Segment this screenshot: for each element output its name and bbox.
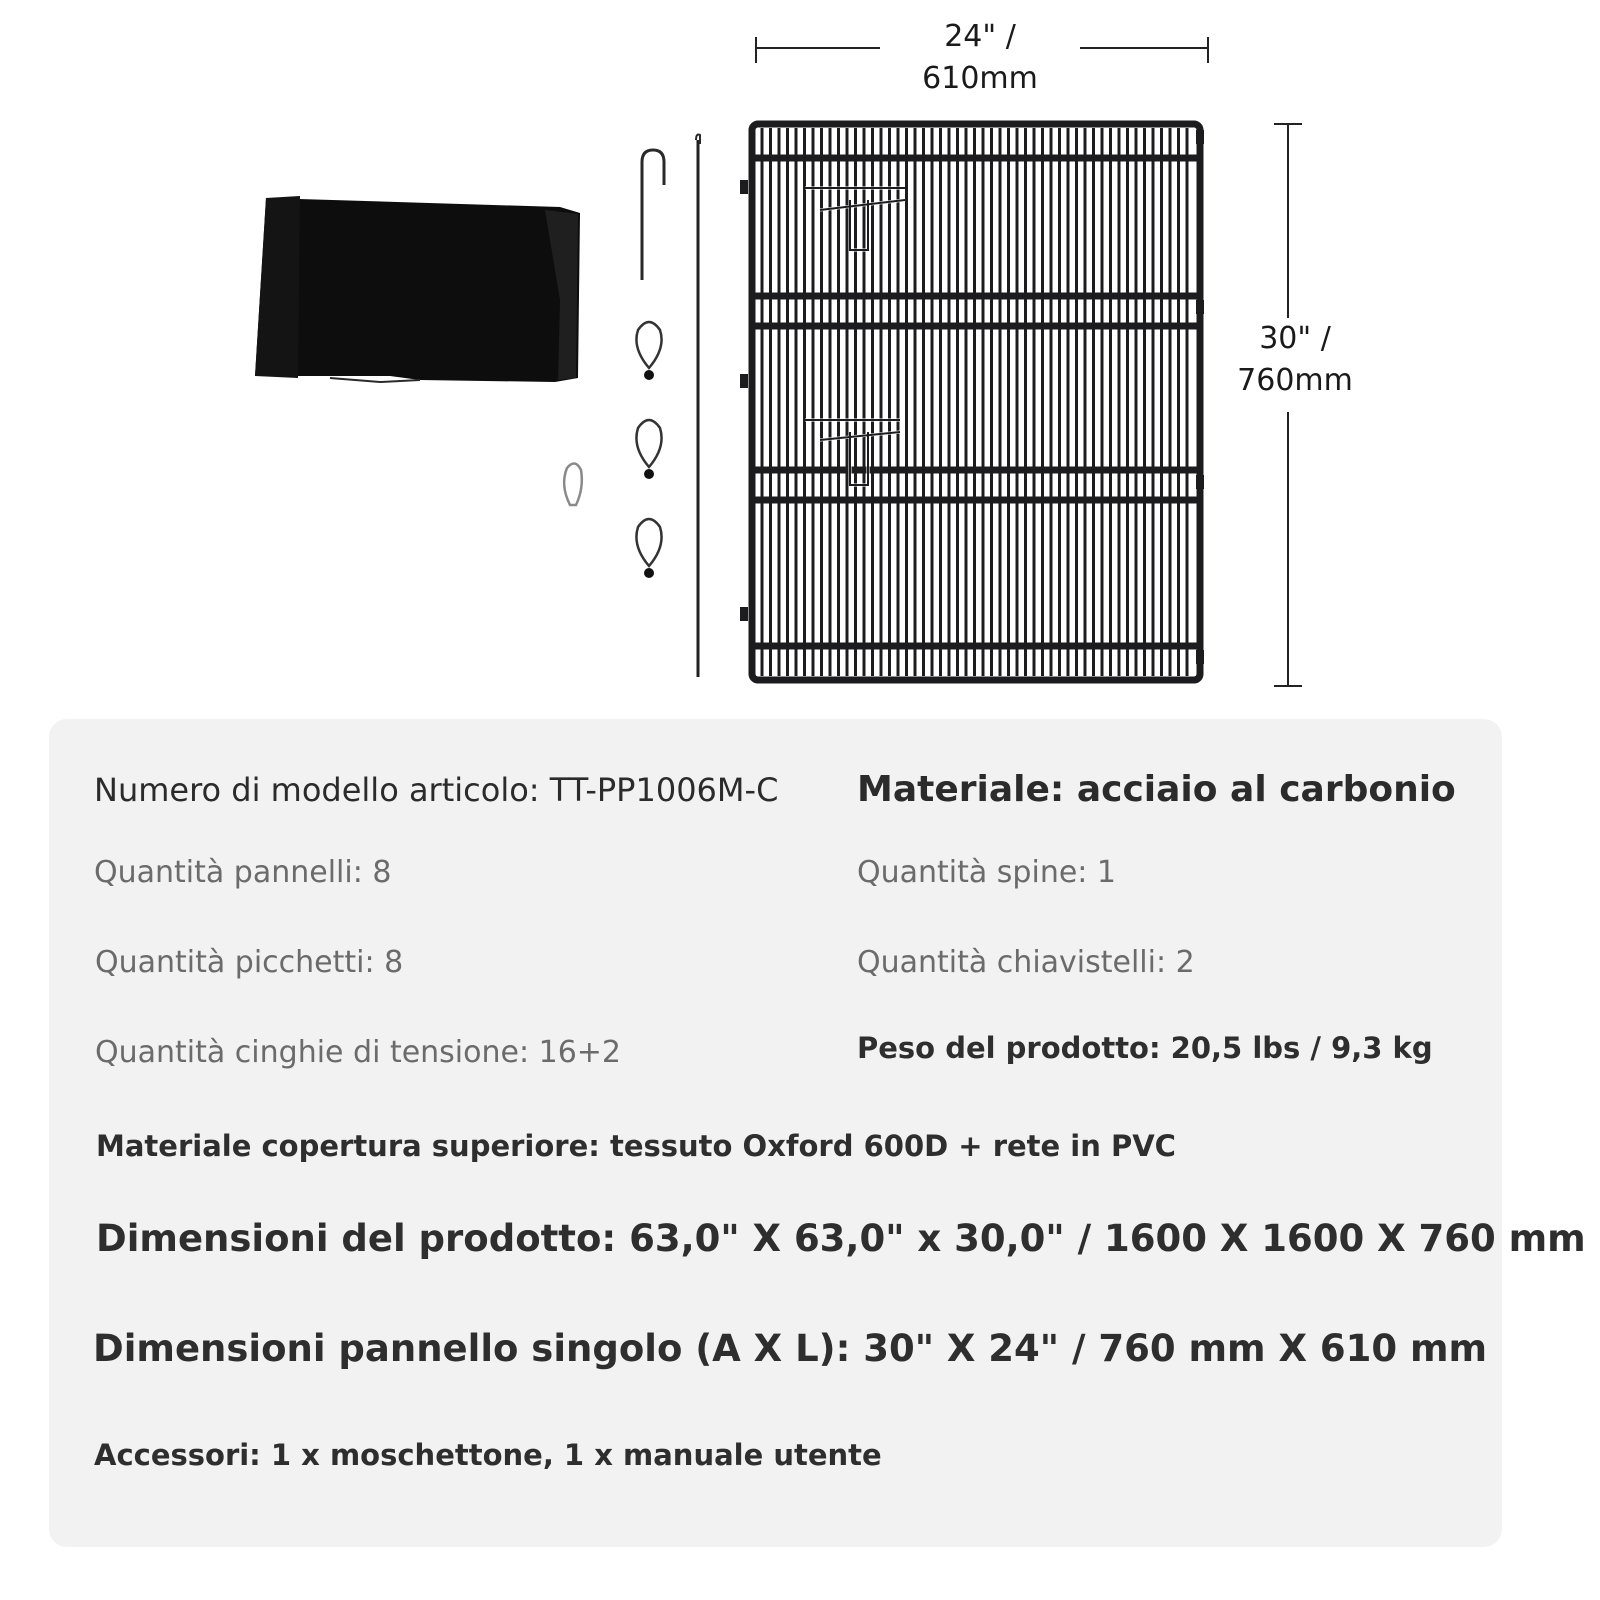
- spec-panel-quantity: Quantità pannelli: 8: [94, 855, 392, 890]
- spec-pin-quantity: Quantità spine: 1: [857, 855, 1117, 890]
- width-label-line1: 24" /: [944, 19, 1016, 54]
- spec-panel-dimensions: Dimensioni pannello singolo (A X L): 30" X 24" / 760 mm X 610 mm: [93, 1327, 1488, 1370]
- carabiner-icon: [564, 463, 582, 505]
- spec-accessories: Accessori: 1 x moschettone, 1 x manuale utente: [94, 1438, 882, 1472]
- tension-strap-icon: [636, 420, 661, 479]
- playpen-panel-image: [740, 124, 1204, 680]
- spec-stake-quantity: Quantità picchetti: 8: [95, 945, 404, 980]
- cover-fabric-image: [255, 196, 580, 382]
- height-dimension-line: [1274, 124, 1302, 686]
- pin-rod-icon: [696, 135, 700, 677]
- tension-strap-icon: [636, 519, 661, 578]
- spec-product-weight: Peso del prodotto: 20,5 lbs / 9,3 kg: [857, 1031, 1433, 1065]
- spec-model-number: Numero di modello articolo: TT-PP1006M-C: [94, 771, 779, 809]
- spec-strap-quantity: Quantità cinghie di tensione: 16+2: [95, 1035, 622, 1070]
- width-label-line2: 610mm: [922, 61, 1038, 96]
- height-dimension-label: [1215, 318, 1375, 402]
- height-label-line1: 30" /: [1259, 321, 1331, 356]
- spec-cover-material: Materiale copertura superiore: tessuto Oxford 600D + rete in PVC: [96, 1129, 1176, 1163]
- tension-strap-icon: [636, 322, 661, 380]
- spec-latch-quantity: Quantità chiavistelli: 2: [857, 945, 1195, 980]
- specifications-card: [49, 719, 1586, 1547]
- ground-stake-icon: [642, 150, 664, 280]
- spec-material: Materiale: acciaio al carbonio: [857, 769, 1456, 810]
- height-label-line2: 760mm: [1237, 363, 1353, 398]
- spec-product-dimensions: Dimensioni del prodotto: 63,0" X 63,0" x 30,0" / 1600 X 1600 X 760 mm: [96, 1217, 1586, 1260]
- width-dimension-label: [880, 16, 1080, 100]
